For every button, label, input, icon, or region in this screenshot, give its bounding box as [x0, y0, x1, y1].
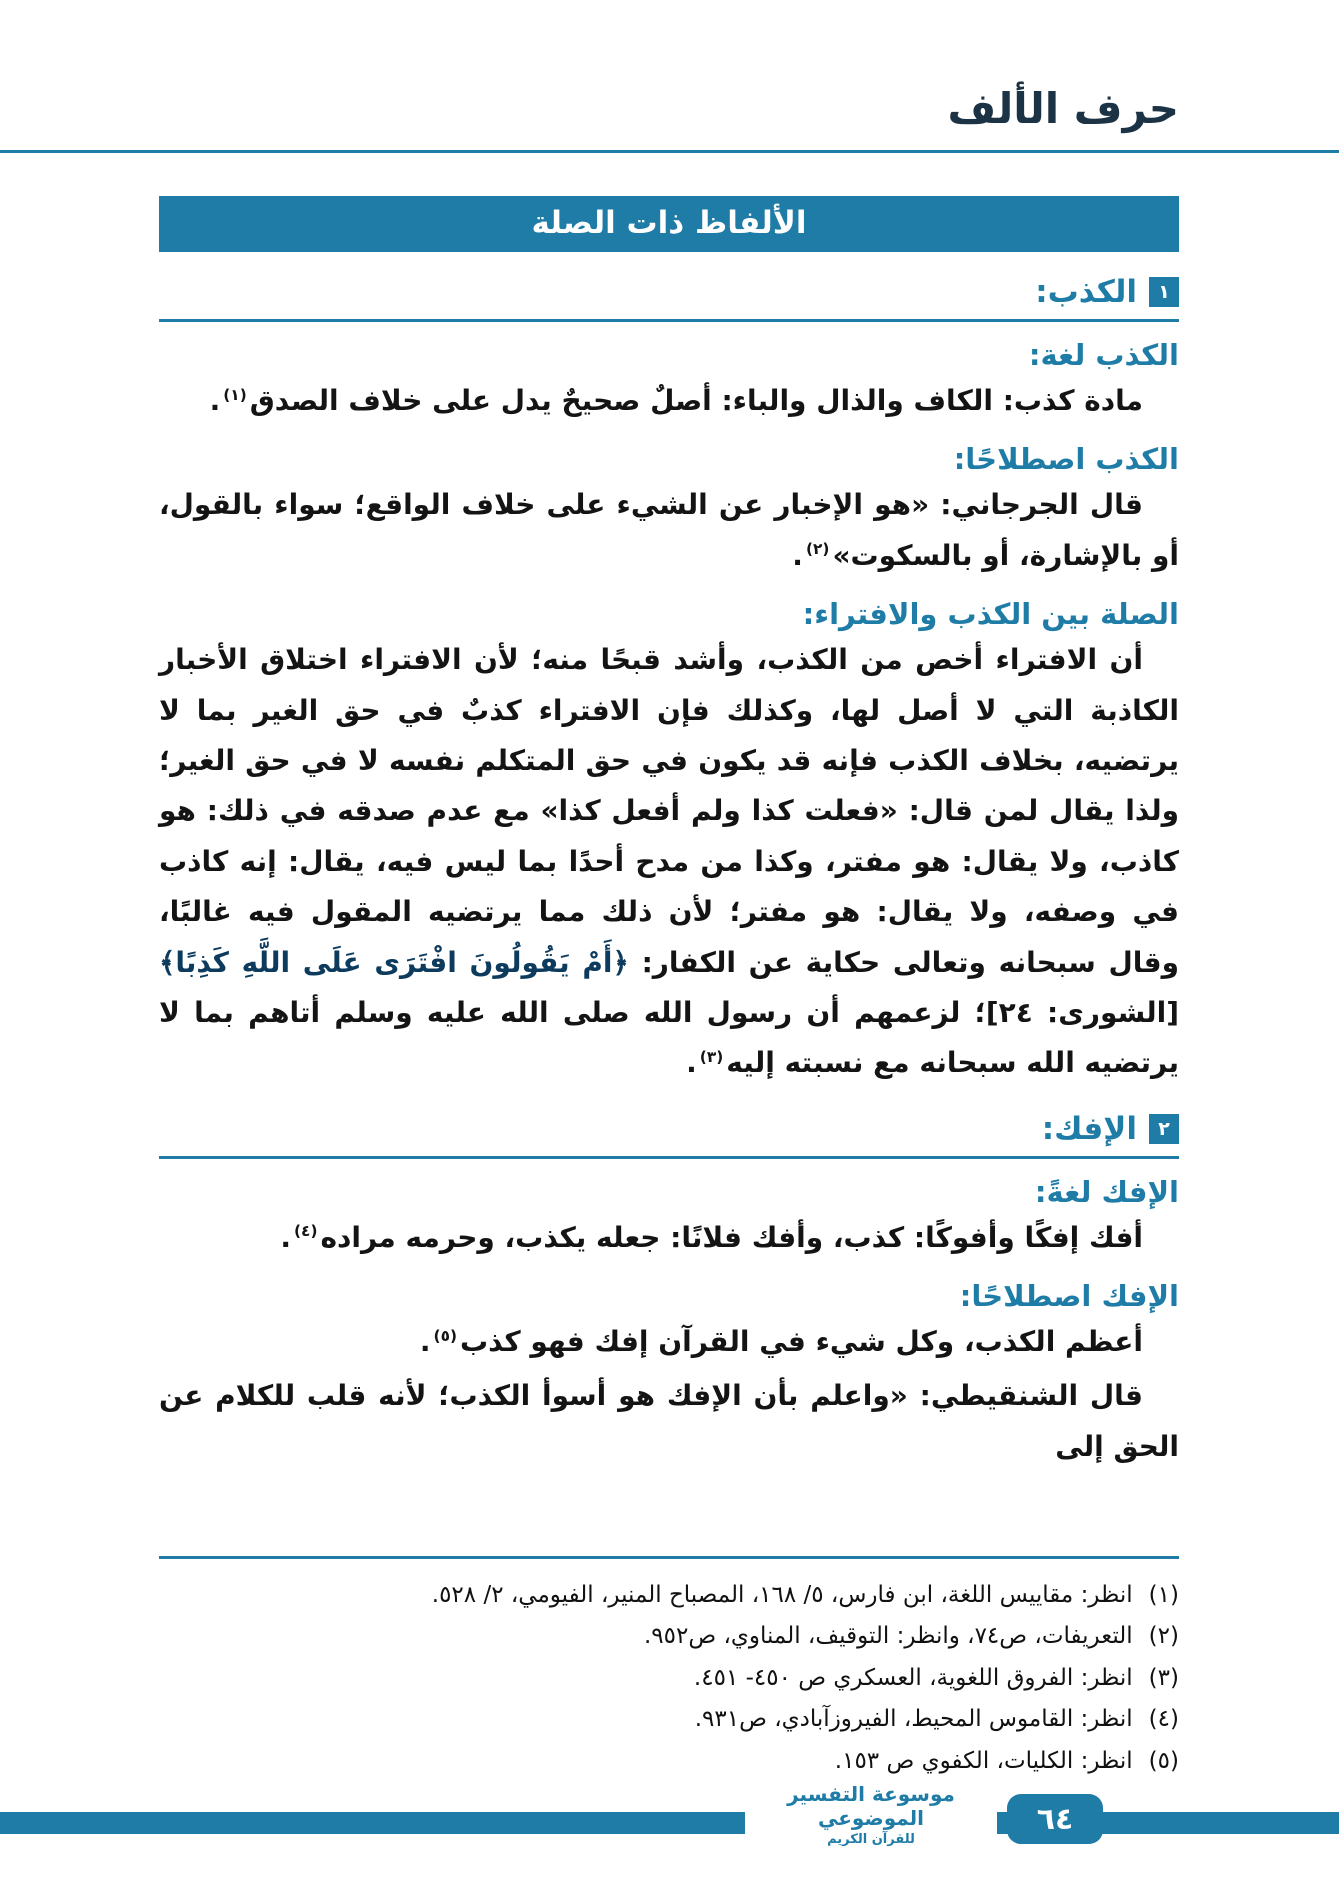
- header-divider: [0, 150, 1339, 153]
- sentence-period: .: [280, 1220, 291, 1254]
- logo-subtitle: للقرآن الكريم: [827, 1832, 915, 1847]
- paragraph-text: أعظم الكذب، وكل شيء في القرآن إفك فهو كذب: [460, 1325, 1143, 1359]
- footnote-text: انظر: الفروق اللغوية، العسكري ص ٤٥٠- ٤٥١.: [693, 1664, 1133, 1691]
- footer-band: [0, 1812, 1339, 1834]
- footnote-2: [159, 1616, 1179, 1657]
- footnote-ref-1: (١): [223, 385, 247, 404]
- footnote-ref-3: (٣): [699, 1047, 724, 1066]
- section-2-title: الإفك:: [1041, 1110, 1137, 1147]
- subheading-kadhib-language: الكذب لغة:: [1028, 338, 1179, 372]
- paragraph-text: قال الشنقيطي: «واعلم بأن الإفك هو أسوأ الكذب؛ لأنه قلب للكلام عن الحق إلى: [159, 1379, 1179, 1463]
- footnote-text: انظر: القاموس المحيط، الفيروزآبادي، ص٩٣١.: [694, 1706, 1133, 1733]
- section-1-number-badge: ١: [1149, 277, 1179, 307]
- related-terms-banner: الألفاظ ذات الصلة: [159, 196, 1179, 252]
- footnote-ref-4: (٤): [293, 1222, 318, 1241]
- page-content: [159, 196, 1179, 1476]
- footnote-text: انظر: الكليات، الكفوي ص ١٥٣.: [834, 1747, 1133, 1774]
- footnotes-section: [159, 1556, 1179, 1782]
- paragraph-text: أفك إفكًا وأفوكًا: كذب، وأفك فلانًا: جعله يكذب، وحرمه مراده: [320, 1220, 1143, 1254]
- chapter-letter-heading: حرف الألف: [947, 84, 1179, 133]
- footnote-ref-5: (٥): [433, 1326, 458, 1345]
- section-1-header: [159, 274, 1179, 310]
- paragraph-relation: [159, 635, 1179, 1089]
- sentence-period: .: [419, 1325, 431, 1359]
- paragraph-shanqiti-quote: [159, 1371, 1179, 1472]
- footnote-3: [159, 1658, 1179, 1699]
- footnote-text: التعريفات، ص٧٤، وانظر: التوقيف، المناوي، ص٩٥٢.: [643, 1623, 1133, 1650]
- quran-verse: ﴿أَمْ يَقُولُونَ افْتَرَى عَلَى اللَّهِ كَذِبًا﴾: [159, 945, 629, 979]
- footnote-number: (١): [1148, 1582, 1179, 1608]
- sentence-period: .: [686, 1046, 697, 1080]
- footnote-5: [159, 1741, 1179, 1782]
- paragraph-ifk-terminology: [159, 1317, 1179, 1367]
- section-2-number-badge: ٢: [1149, 1114, 1179, 1144]
- footnote-text: انظر: مقاييس اللغة، ابن فارس، ٥/ ١٦٨، المصباح المنير، الفيومي، ٢/ ٥٢٨.: [431, 1582, 1133, 1608]
- subheading-kadhib-terminology: الكذب اصطلاحًا:: [953, 442, 1179, 477]
- footnote-number: (٢): [1148, 1623, 1179, 1650]
- sentence-period: .: [792, 538, 803, 572]
- section-2-header: [159, 1111, 1179, 1147]
- paragraph-text: مادة كذب: الكاف والذال والباء: أصلٌ صحيحٌ يدل على خلاف الصدق: [249, 384, 1143, 417]
- footnote-number: (٤): [1148, 1706, 1179, 1733]
- sentence-period: .: [209, 384, 221, 417]
- footnote-number: (٥): [1148, 1747, 1179, 1774]
- paragraph-kadhib-terminology: [159, 480, 1179, 581]
- section-1-title: الكذب:: [1035, 274, 1137, 310]
- footnote-1: [159, 1575, 1179, 1616]
- section-1-divider: [159, 319, 1179, 322]
- paragraph-text: أن الافتراء أخص من الكذب، وأشد قبحًا منه؛ لأن الافتراء اختلاق الأخبار الكاذبة التي لا أصل لها، وكذلك فإن الافتراء كذبٌ في حق الغير بما لا يرتضيه، بخلاف الكذب فإنه قد يكون في حق المتكلم نفسه لا في حق الغير؛ ولذا يقال لمن قال: «فعلت كذا ولم أفعل كذا» مع عدم صدقه في ذلك: هو كاذب، ولا يقال: هو مفتر، وكذا من مدح أحدًا بما ليس فيه، يقال: إنه كاذب في وصفه، ولا يقال: هو مفتر؛ لأن ذلك مما يرتضيه المقول فيه غالبًا، وقال سبحانه وتعالى حكاية عن الكفار:: [159, 643, 1179, 979]
- footnotes-divider: [159, 1556, 1179, 1559]
- verse-reference: [الشورى: ٢٤]؛: [960, 995, 1179, 1029]
- paragraph-text: لزعمهم أن رسول الله صلى الله عليه وسلم أتاهم بما لا يرتضيه الله سبحانه مع نسبته إليه: [159, 995, 1179, 1080]
- publisher-logo: [745, 1778, 997, 1853]
- footnote-4: [159, 1699, 1179, 1740]
- subheading-relation-kadhib-iftira: الصلة بين الكذب والافتراء:: [802, 597, 1179, 632]
- footnote-number: (٣): [1148, 1664, 1179, 1691]
- subheading-ifk-terminology: الإفك اصطلاحًا:: [959, 1279, 1179, 1314]
- section-2-divider: [159, 1156, 1179, 1159]
- paragraph-text: قال الجرجاني: «هو الإخبار عن الشيء على خلاف الواقع؛ سواء بالقول، أو بالإشارة، أو بالسكوت»: [159, 488, 1179, 572]
- paragraph-kadhib-language: [159, 376, 1179, 426]
- footnote-ref-2: (٢): [805, 540, 830, 559]
- subheading-ifk-language: الإفك لغةً:: [1034, 1174, 1179, 1209]
- logo-title: موسوعة التفسير الموضوعي: [787, 1782, 955, 1830]
- paragraph-ifk-language: [159, 1213, 1179, 1263]
- page-number-badge: ٦٤: [1007, 1794, 1103, 1844]
